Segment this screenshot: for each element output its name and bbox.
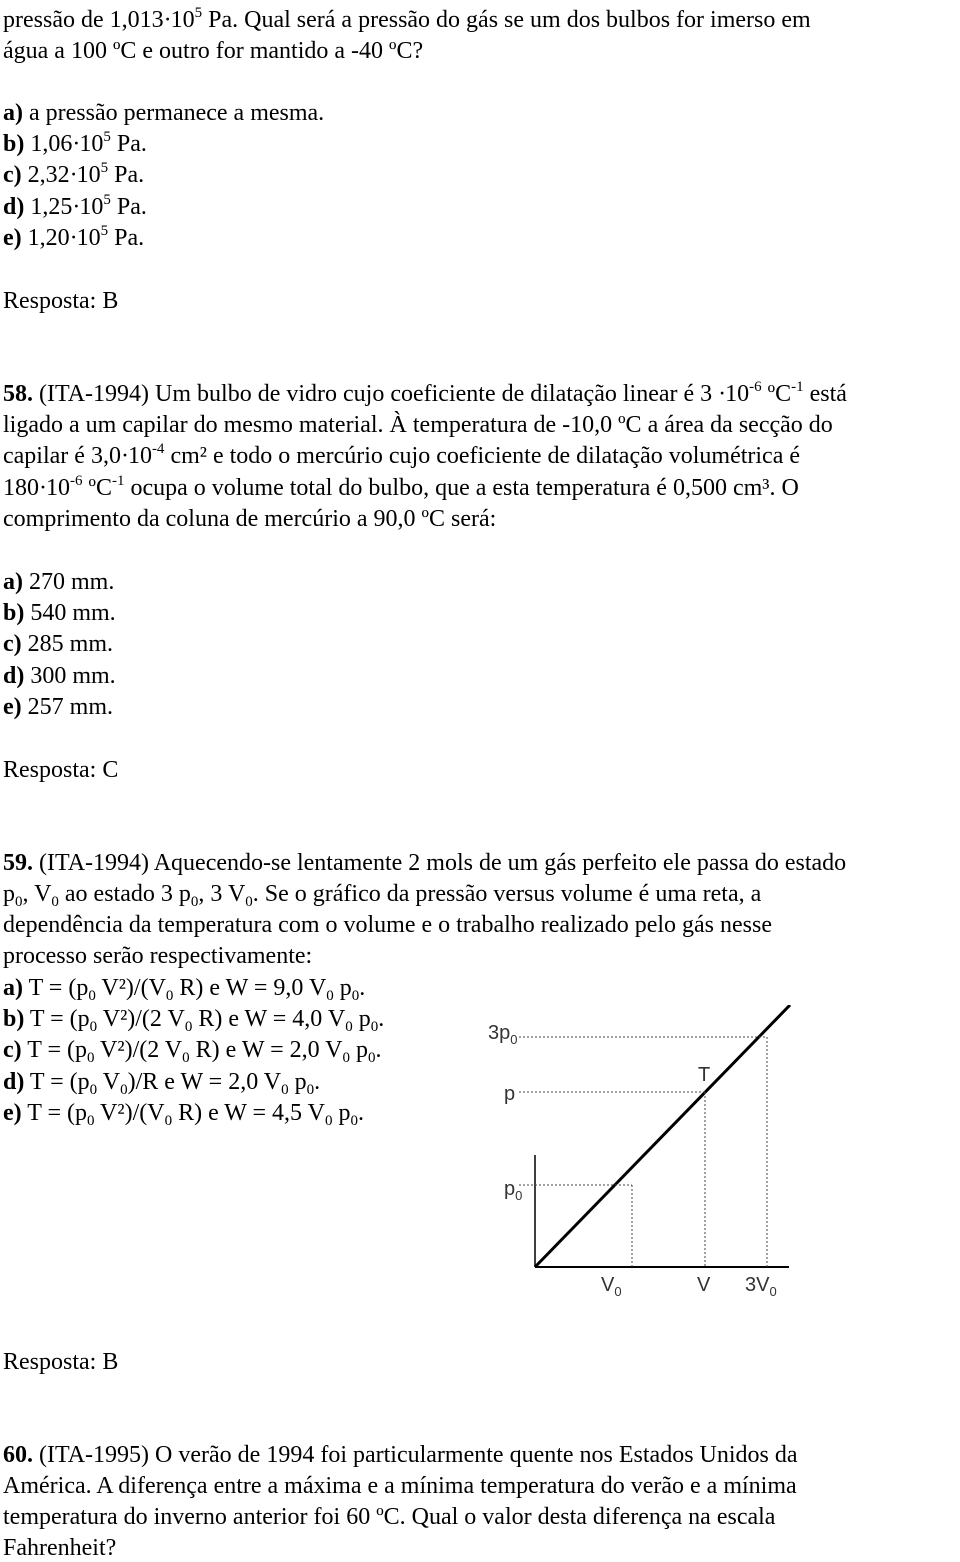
option-letter: e) — [3, 1100, 22, 1126]
q60-line-2: América. A diferença entre a máxima e a mínima temperatura do verão e a mínima — [3, 1473, 797, 1499]
option-letter: c) — [3, 1037, 22, 1063]
q58-text: 180 — [3, 475, 39, 501]
q60-line-4: Fahrenheit? — [3, 1535, 117, 1561]
exponent: 5 — [100, 223, 109, 239]
q59-text: ao estado 3 p — [58, 881, 191, 907]
q58-text: (ITA-1994) Um bulbo de vidro cujo coeficiente de dilatação linear é 3 — [33, 381, 719, 407]
q57-option-c — [3, 161, 144, 189]
exponent: -1 — [791, 379, 804, 395]
option-text: 270 mm. — [23, 569, 115, 595]
hidden-guide — [478, 1005, 535, 1305]
subscript: 0 — [120, 1082, 128, 1098]
option-text: p — [333, 975, 352, 1001]
exponent: 5 — [103, 129, 111, 145]
q58-line-2: ligado a um capilar do mesmo material. À temperatura de -10,0 ºC a área da secção do — [3, 412, 833, 438]
q58-option-b — [3, 599, 116, 627]
pressure-volume-graph — [478, 1005, 798, 1305]
option-text: V²)/(V — [95, 975, 166, 1001]
process-line — [535, 1005, 790, 1267]
option-letter: c) — [3, 162, 22, 188]
q57-option-e — [3, 224, 144, 252]
q58-option-e — [3, 693, 113, 721]
q57-text: Pa. Qual será a pressão do gás se um dos bulbos for imerso em — [202, 7, 811, 33]
power-base: 10 — [725, 381, 750, 407]
option-letter: b) — [3, 1006, 25, 1032]
q59-text: , V — [22, 881, 52, 907]
subscript: 0 — [88, 988, 96, 1004]
subscript: 0 — [51, 894, 59, 910]
power-base: 10 — [76, 225, 101, 251]
option-text: R) e W = 2,0 V — [189, 1037, 343, 1063]
q59-option-d — [3, 1068, 320, 1096]
option-text: . — [378, 1006, 385, 1032]
option-text: a pressão permanece a mesma. — [23, 100, 325, 126]
option-text: . — [359, 975, 366, 1001]
x-label-v0: $V_0$ — [601, 1274, 622, 1299]
option-text: T = (p — [21, 1037, 87, 1063]
option-letter: a) — [3, 975, 23, 1001]
option-text: V²)/(2 V — [94, 1037, 183, 1063]
subscript: 0 — [86, 1113, 95, 1129]
exponent: -6 — [749, 379, 762, 395]
q58-line-4 — [3, 474, 799, 502]
q58-option-d — [3, 662, 116, 690]
exponent: 5 — [100, 160, 109, 176]
q57-line-2: água a 100 ºC e outro for mantido a -40 ºC? — [3, 38, 424, 64]
q57-option-b — [3, 130, 147, 158]
exponent: -1 — [111, 473, 125, 489]
subscript: 0 — [164, 1113, 173, 1129]
option-letter: c) — [3, 631, 22, 657]
x-label-3v0: $3V_0$ — [745, 1274, 777, 1299]
q59-text: . Se o gráfico da pressão versus volume é uma reta, a — [252, 881, 762, 907]
q59-line-2 — [3, 880, 761, 908]
option-text: 1,25 — [24, 194, 73, 220]
option-text: V²)/(V — [94, 1100, 165, 1126]
subscript: 0 — [324, 1113, 333, 1129]
y-label-3p0: $3p_0$ — [488, 1022, 518, 1047]
subscript: 0 — [342, 1050, 351, 1066]
q60-line-3: temperatura do inverno anterior foi 60 ºC. Qual o valor desta diferença na escala — [3, 1504, 776, 1530]
q59-option-c — [3, 1036, 382, 1064]
option-text: T = (p — [24, 1069, 90, 1095]
option-text: 540 mm. — [24, 600, 116, 626]
q57-option-d — [3, 193, 147, 221]
option-text: 300 mm. — [24, 663, 116, 689]
q59-option-e — [3, 1099, 364, 1127]
multiplication-dot — [70, 224, 77, 252]
power-base: 10 — [46, 475, 70, 501]
q60-line-1 — [3, 1441, 798, 1469]
unit: Pa. — [110, 131, 147, 157]
q58-line-5: comprimento da coluna de mercúrio a 90,0 ºC será: — [3, 506, 497, 532]
q59-option-b — [3, 1005, 384, 1033]
subscript: 0 — [306, 1082, 315, 1098]
option-text: V — [97, 1069, 121, 1095]
q57-option-a — [3, 99, 324, 127]
option-text: R) e W = 4,5 V — [172, 1100, 325, 1126]
option-text: 1,06 — [24, 131, 73, 157]
subscript: 0 — [165, 988, 174, 1004]
question-number: 58. — [3, 381, 33, 407]
x-label-v: V — [697, 1274, 711, 1296]
y-label-p: p — [504, 1083, 516, 1105]
q58-answer: Resposta: C — [3, 757, 119, 783]
option-text: p — [352, 1006, 371, 1032]
subscript: 0 — [368, 1050, 376, 1066]
option-letter: d) — [3, 1069, 25, 1095]
q59-line-3: dependência da temperatura com o volume e o trabalho realizado pelo gás nesse — [3, 912, 773, 938]
q58-option-c — [3, 630, 113, 658]
exponent: 5 — [103, 192, 111, 208]
option-letter: a) — [3, 100, 23, 126]
q57-line-1 — [3, 6, 811, 34]
subscript: 0 — [15, 894, 23, 910]
option-text: . — [314, 1069, 321, 1095]
exponent: -4 — [151, 441, 165, 457]
option-text: )/R e W = 2,0 V — [127, 1069, 282, 1095]
subscript: 0 — [326, 988, 334, 1004]
power-base: 10 — [127, 443, 152, 469]
option-text: p — [288, 1069, 307, 1095]
q58-line-3 — [3, 442, 800, 470]
option-letter: e) — [3, 225, 22, 251]
q59-option-a — [3, 974, 365, 1002]
option-text: p — [350, 1037, 369, 1063]
subscript: 0 — [345, 1019, 353, 1035]
option-text: T = (p — [21, 1100, 87, 1126]
subscript: 0 — [184, 1019, 193, 1035]
subscript: 0 — [182, 1050, 190, 1066]
subscript: 0 — [190, 894, 199, 910]
option-text: V²)/(2 V — [97, 1006, 185, 1032]
subscript: 0 — [281, 1082, 289, 1098]
option-text: 257 mm. — [21, 694, 113, 720]
q58-text: cm² e todo o mercúrio cujo coeficiente de dilatação volumétrica é — [164, 443, 801, 469]
option-text: p — [332, 1100, 351, 1126]
option-text: T = (p — [24, 1006, 90, 1032]
q57-power-base: 10 — [170, 7, 195, 33]
subscript: 0 — [86, 1050, 95, 1066]
subscript: 0 — [245, 894, 253, 910]
multiplication-dot — [164, 6, 171, 34]
q59-line-4: processo serão respectivamente: — [3, 943, 313, 969]
q57-text: pressão de 1,013 — [3, 7, 164, 33]
q59-text: (ITA-1994) Aquecendo-se lentamente 2 mols de um gás perfeito ele passa do estado — [33, 850, 847, 876]
unit: Pa. — [108, 162, 145, 188]
option-text: 2,32 — [21, 162, 70, 188]
subscript: 0 — [89, 1082, 98, 1098]
q57-answer: Resposta: B — [3, 288, 119, 314]
option-letter: e) — [3, 694, 22, 720]
q58-text: capilar é 3,0 — [3, 443, 121, 469]
multiplication-dot — [39, 474, 46, 502]
subscript: 0 — [370, 1019, 379, 1035]
subscript: 0 — [89, 1019, 98, 1035]
multiplication-dot — [70, 161, 77, 189]
option-letter: b) — [3, 131, 25, 157]
question-number: 59. — [3, 850, 33, 876]
unit: ºC — [82, 475, 112, 501]
subscript: 0 — [350, 1113, 358, 1129]
point-label-t: T — [698, 1064, 711, 1086]
power-base: 10 — [79, 131, 104, 157]
y-label-p0: $p_0$ — [504, 1178, 523, 1203]
q58-text: está — [803, 381, 847, 407]
question-number: 60. — [3, 1442, 33, 1468]
power-base: 10 — [79, 194, 104, 220]
q59-line-1 — [3, 849, 846, 877]
q59-text: , 3 V — [198, 881, 246, 907]
option-text: 285 mm. — [21, 631, 113, 657]
exponent: -6 — [70, 473, 83, 489]
multiplication-dot — [121, 442, 128, 470]
option-letter: a) — [3, 569, 23, 595]
option-letter: d) — [3, 663, 25, 689]
q57-exponent: 5 — [194, 5, 203, 21]
option-text: R) e W = 9,0 V — [173, 975, 327, 1001]
unit: Pa. — [108, 225, 145, 251]
q58-line-1 — [3, 380, 847, 408]
power-base: 10 — [76, 162, 101, 188]
option-text: T = (p — [23, 975, 89, 1001]
option-text: . — [375, 1037, 382, 1063]
unit: Pa. — [110, 194, 147, 220]
option-text: 1,20 — [21, 225, 70, 251]
option-letter: b) — [3, 600, 25, 626]
q59-text: p — [3, 881, 15, 907]
q59-answer: Resposta: B — [3, 1349, 119, 1375]
unit: ºC — [761, 381, 792, 407]
option-text: . — [357, 1100, 364, 1126]
q58-option-a — [3, 568, 114, 596]
option-text: R) e W = 4,0 V — [192, 1006, 346, 1032]
q60-text: (ITA-1995) O verão de 1994 foi particularmente quente nos Estados Unidos da — [33, 1442, 798, 1468]
option-letter: d) — [3, 194, 25, 220]
subscript: 0 — [351, 988, 360, 1004]
q58-text: ocupa o volume total do bulbo, que a esta temperatura é 0,500 cm³. O — [124, 475, 799, 501]
